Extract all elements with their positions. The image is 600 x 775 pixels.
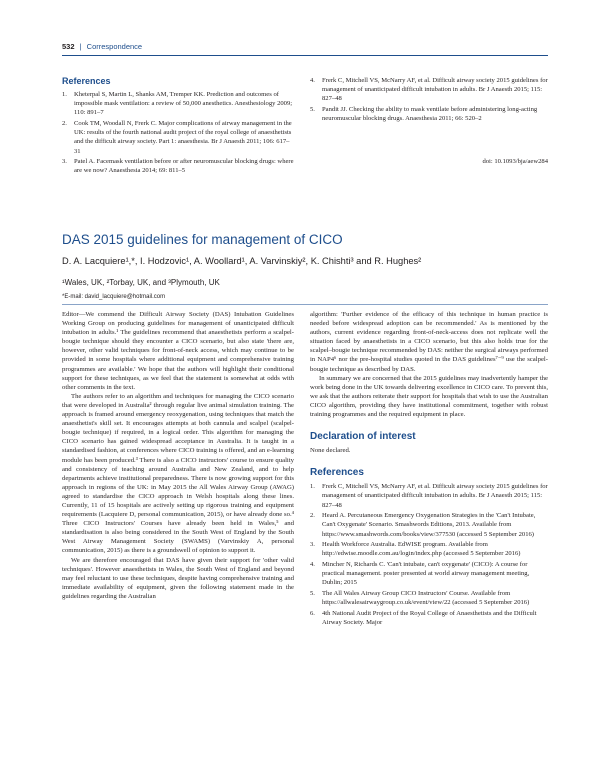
header-separator: | [79, 42, 82, 51]
body-paragraph: In summary we are concerned that the 2015 guidelines may inadvertently hamper the work being done in the UK towards delivering excellence in CICO care. To prevent this, we ask that the authors reiterate their support for hospitals that wish to use the Australian CICO algorithm, providing they have institutional commitment, together with robust training programmes and the required equipment in place. [310, 374, 548, 419]
doi: doi: 10.1093/bja/aew284 [482, 158, 548, 166]
reference-item: 3. Health Workforce Australia. EdWISE program. Available from http://edwise.moodle.com.au/login/index.php (accessed 5 September 2016) [310, 541, 521, 558]
reference-item: 5. The All Wales Airway Group CICO Instructors' Course. Available from https://allwalesairwaygroup.co.uk/event/view/22 (accessed 5 September 2016) [310, 590, 530, 607]
body-paragraph: algorithm: 'Further evidence of the efficacy of this technique in human practice is needed before widespread adoption can be recommended.' As is mentioned by the authors, current evidence regarding front-of-neck-access does not replicate well the situation faced by anaesthetists in a CICO scenario, but this also holds true for the scalpel–bougie technique recommended by DAS: neither the surgical airways performed in NAP4⁶ nor the pre-hospital studies quoted in the DAS guidelines⁷⁻⁹ use the scalpel-bougie technique as described by DAS. [310, 311, 548, 373]
declaration-heading: Declaration of interest [310, 431, 416, 443]
header-section: Correspondence [86, 42, 143, 51]
header-rule [62, 55, 548, 56]
reference-item: 4. Frerk C, Mitchell VS, McNarry AF, et al. Difficult airway society 2015 guidelines for management of unanticipated difficult intubation in adults. Br J Anaesth 2015; 115: 827–48 [310, 77, 548, 103]
body-paragraph: We are therefore encouraged that DAS have given their support for 'other valid techniques'. However anaesthetists in Wales, the South West of England and beyond may feel reluctant to use these techniques, despite having comprehensive training and immediate availability of equipment, given the following statement made in the guidelines regarding the Australian [62, 556, 294, 600]
reference-item: 3. Patel A. Facemask ventilation before or after neuromuscular blocking drugs: where are we now? Anaesthesia 2014; 69: 811–5 [62, 158, 294, 175]
reference-item: 6. 4th National Audit Project of the Royal College of Anaesthetists and the Difficult Airway Society. Major [310, 609, 537, 627]
title-rule [62, 304, 548, 305]
left-column [62, 310, 294, 601]
page-header [62, 42, 142, 51]
top-references-list-right [310, 76, 548, 123]
body-paragraph: The authors refer to an algorithm and techniques for managing the CICO scenario that were developed in Australia² through regular live animal simulation training. The approach is framed around emergency reoxygenation, using techniques that match the anaesthetist's skill set. It encourages attempts at both cannula and scalpel (scalpel-bougie technique) if required, in a logical order. This algorithm for managing the CICO scenario has gained widespread acceptance in Australia. It is taught in a standardised fashion, at conferences where CICO training is offered, and an e-learning module has been produced.³ There is also a CICO instructors' course to ensure quality and consistency of teaching around Australia and New Zealand, and to help departments achieve institutional preparedness. There is now growing support for this approach in regions of the UK: in May 2015 the All Wales Airway Group (AWAG) agreed to standardise the CICO approach in Welsh hospitals along these lines. Currently, 11 of 15 hospitals are actively setting up rigorous training and equipment requirements (Lacquiere D, personal communication, 2015), or have already done so.⁴ Three CICO Instructors' Courses have already been held in Wales,⁵ and standardisation is also being considered in the South West of England by the South West Airway Management Society (SWAMS) (Varvinskiy A, personal communication, 2015) as there is a groundswell of opinion to support it. [62, 392, 294, 555]
reference-item: 1. Frerk C, Mitchell VS, McNarry AF, et al. Difficult airway society 2015 guidelines for management of unanticipated difficult intubation in adults. Br J Anaesth 2015; 115: 827–48 [310, 483, 548, 509]
article-authors: D. A. Lacquiere¹,*, I. Hodzovic¹, A. Woollard¹, A. Varvinskiy², K. Chishti³ and R. Hughes² [62, 256, 422, 266]
references-list [310, 482, 548, 627]
page-number: 532 [62, 42, 75, 51]
references-heading: References [310, 467, 364, 479]
top-references-heading: References [62, 76, 111, 86]
reference-item: 4. Mincher N, Richards C. 'Can't intubate, can't oxygenate' (CICO): A course for practical management. poster presented at world airway management meeting, Dublin; 2015 [310, 561, 530, 587]
reference-item: 2. Heard A. Percutaneous Emergency Oxygenation Strategies in the 'Can't Intubate, Can't Oxygenate' Scenario. Smashwords Editions, 2013. Available from https://www.smashwords.com/books/view/377530 (accessed 5 September 2016) [310, 512, 536, 538]
top-references-right [310, 76, 548, 167]
body-paragraph: Editor—We commend the Difficult Airway Society (DAS) Intubation Guidelines Working Group on producing guidelines for management of unanticipated difficult intubation in adults.¹ The guidelines recommend that anaesthetists perform a scalpel-bougie technique should they encounter a CICO scenario, but also state 'there are, however, other valid techniques for front-of-neck access, which may continue to be provided in some hospitals where additional equipment and comprehensive training programmes are available.' We hope that the authors will highlight their conditional support for these techniques, as we feel that the statement is somewhat at odds with other comments in the text. [62, 311, 294, 391]
top-references-left [62, 76, 294, 177]
reference-item: 5. Pandit JJ. Checking the ability to mask ventilate before administering long-acting neuromuscular blocking drugs. Anaesthesia 2011; 66: 520–2 [310, 106, 538, 123]
declaration-text: None declared. [310, 447, 351, 455]
right-column [310, 310, 548, 629]
reference-item: 1. Kheterpal S, Martin L, Shanks AM, Tremper KK. Prediction and outcomes of impossible mask ventilation: a review of 50,000 anesthetics. Anesthesiology 2009; 110: 891–7 [62, 91, 293, 117]
reference-item: 2. Cook TM, Woodall N, Frerk C. Major complications of airway management in the UK: results of the fourth national audit project of the royal college of anaesthetists and the difficult airway society. Part 1: anaesthesia. Br J Anaesth 2011; 106: 617–31 [62, 120, 292, 155]
top-references-list-left [62, 90, 294, 176]
article-email: *E-mail: david_lacquiere@hotmail.com [62, 294, 166, 300]
article-title: DAS 2015 guidelines for management of CICO [62, 232, 343, 247]
article-affiliations: ¹Wales, UK, ²Torbay, UK, and ³Plymouth, UK [62, 278, 220, 287]
